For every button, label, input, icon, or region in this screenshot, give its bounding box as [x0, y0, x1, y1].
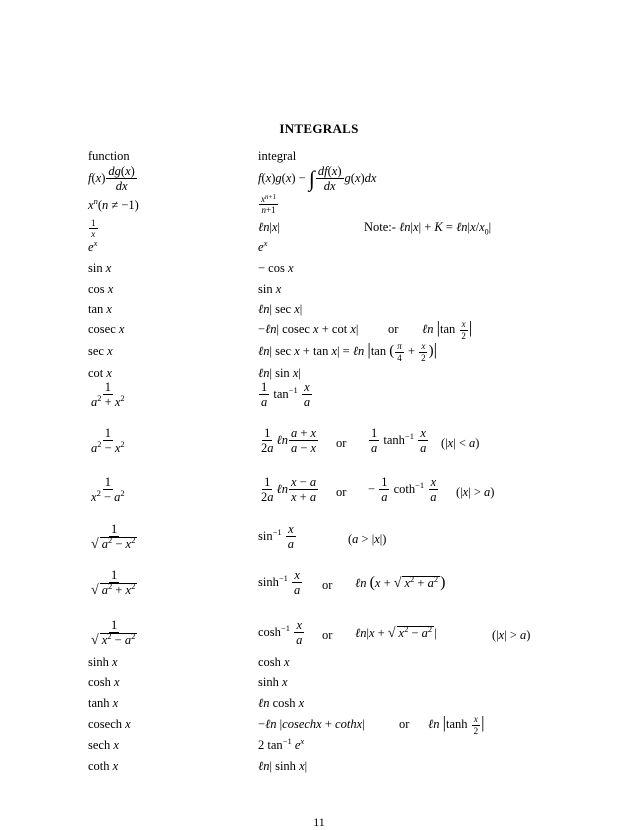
integral-cell: ℓn cosh x [258, 696, 305, 710]
integral-cell: ℓn| sin x| [258, 366, 301, 380]
integral-cell: ℓn| sec x + tan x| = ℓn |tan ( $\frac{\pi}{4}$ + $\frac{x}{2}$ )| [258, 340, 437, 363]
integral-cell: − cos x [258, 261, 294, 275]
function-cell: $\frac{1}{a^2 - x^2}$ [91, 426, 125, 456]
function-cell: $x^n(n \ne -1)$ [88, 196, 139, 212]
function-cell: cosh x [88, 675, 120, 689]
condition: (a > |x|) [348, 532, 387, 546]
header-function: function [88, 149, 130, 163]
integral-alternative: ℓn (x + √ $x^2 + a^2$ ) [355, 574, 446, 591]
integral-cell: sin x [258, 282, 282, 296]
integral-cell: ℓn|x| [258, 220, 281, 234]
integral-cell: $\cosh^{-1}$ $\frac{x}{a}$ [258, 618, 303, 648]
integral-cell: ℓn| sec x| [258, 302, 303, 316]
function-cell: $\frac{1}{x}$ [91, 218, 96, 240]
condition: (|x| < a) [441, 436, 480, 450]
integral-cell: −ℓn |cosechx + cothx| [258, 717, 365, 731]
header-integral: integral [258, 149, 297, 163]
or-label: or [336, 485, 347, 499]
function-cell: cosech x [88, 717, 131, 731]
function-cell: $e^x$ [88, 238, 98, 254]
page-title: INTEGRALS [279, 121, 359, 136]
note-cell: Note:- ℓn|x| + $K = \ell n|x/x_0|$ [364, 220, 492, 237]
integral-cell: $\frac{x^{n+1}}{n+1}$ [261, 193, 276, 216]
function-cell: sinh x [88, 655, 118, 669]
integral-cell: $e^x$ [258, 238, 268, 254]
integral-cell: $\sinh^{-1}$ $\frac{x}{a}$ [258, 568, 301, 598]
function-cell: tanh x [88, 696, 119, 710]
page-number: 11 [313, 815, 325, 829]
integral-alternative: $\frac{1}{a}$ $\tanh^{-1}$ $\frac{x}{a}$ [371, 426, 427, 456]
integral-cell: f(x)g(x) − ∫ $\frac{df(x)}{dx}$ g(x)dx [258, 164, 377, 194]
function-cell: cosec x [88, 322, 125, 336]
function-cell: cos x [88, 282, 114, 296]
condition: (|x| > a) [456, 485, 495, 499]
function-cell: f(x) $\frac{dg(x)}{dx}$ [88, 164, 135, 194]
integral-cell: 2 $\tan^{-1} e^x$ [258, 736, 305, 752]
integral-cell: $\sin^{-1}$ $\frac{x}{a}$ [258, 522, 295, 552]
integral-alternative: − $\frac{1}{a}$ coth$^{-1}$ $\frac{x}{a}$ [368, 475, 437, 505]
integral-cell: −ℓn| cosec x + cot x| [258, 322, 359, 336]
integral-cell: $\frac{1}{a}$ $\tan^{-1}$ $\frac{x}{a}$ [261, 380, 311, 410]
function-cell: cot x [88, 366, 112, 380]
function-cell: coth x [88, 759, 119, 773]
integral-cell: $\frac{1}{2a}$ ℓn $\frac{a + x}{a - x}$ [261, 426, 317, 456]
integral-alternative: ℓn |tan $\frac{x}{2}$ | [422, 318, 473, 341]
or-label: or [336, 436, 347, 450]
or-label: or [322, 628, 333, 642]
integral-cell: cosh x [258, 655, 290, 669]
function-cell: $\frac{1}{√ x^2 - a^2}$ [91, 618, 136, 649]
function-cell: $\frac{1}{x^2 - a^2}$ [91, 475, 125, 505]
function-cell: $\frac{1}{a^2 + x^2}$ [91, 380, 125, 410]
or-label: or [322, 578, 333, 592]
function-cell: sech x [88, 738, 119, 752]
integral-cell: ℓn| sinh x| [258, 759, 308, 773]
function-cell: $\frac{1}{√ a^2 - x^2}$ [91, 522, 136, 553]
integral-alternative: ℓn |tanh $\frac{x}{2}$ | [428, 713, 485, 736]
or-label: or [399, 717, 410, 731]
function-cell: $\frac{1}{√ a^2 + x^2}$ [91, 568, 136, 599]
or-label: or [388, 322, 399, 336]
function-cell: tan x [88, 302, 112, 316]
integral-cell: sinh x [258, 675, 288, 689]
function-cell: sec x [88, 344, 113, 358]
condition: (|x| > a) [492, 628, 531, 642]
integral-alternative: ℓn|x + √ $x^2 - a^2$ | [355, 624, 437, 641]
integral-cell: $\frac{1}{2a}$ ℓn $\frac{x - a}{x + a}$ [261, 475, 317, 505]
function-cell: sin x [88, 261, 112, 275]
note-label: Note:- [364, 220, 396, 234]
